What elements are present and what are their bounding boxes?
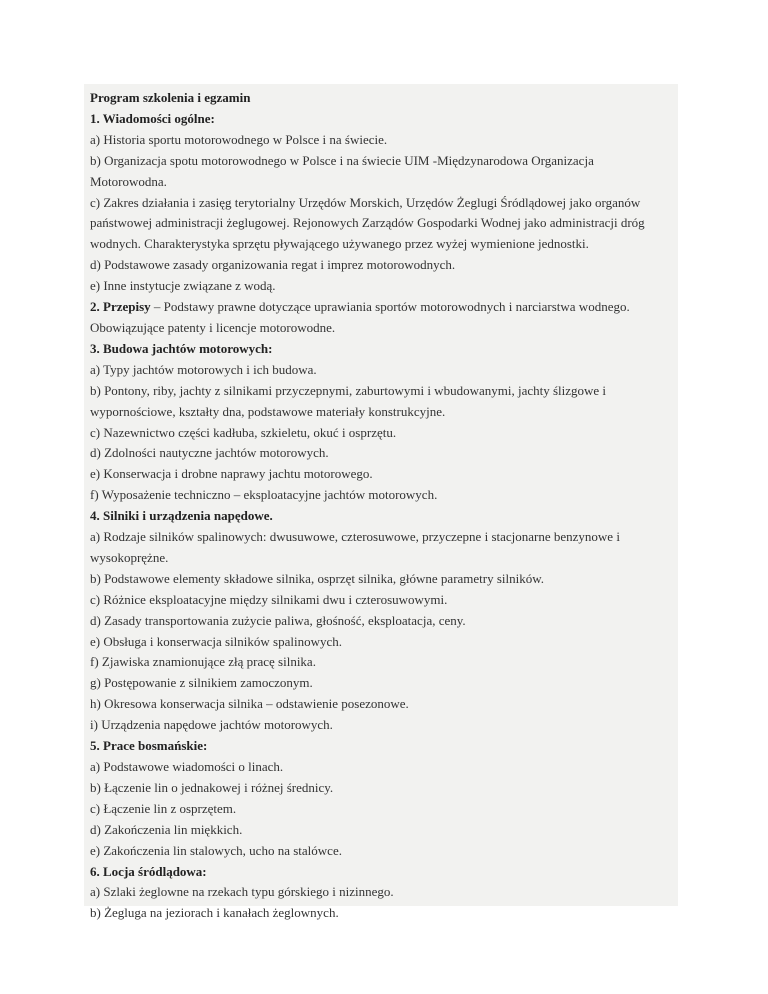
list-item: c) Zakres działania i zasięg terytorialny Urzędów Morskich, Urzędów Żeglugi Śródlądowej jako organów xyxy=(90,194,641,210)
document-content xyxy=(84,84,678,921)
list-item: e) Konserwacja i drobne naprawy jachtu motorowego. xyxy=(90,466,373,482)
list-item: d) Zakończenia lin miękkich. xyxy=(90,821,243,837)
section-paragraph xyxy=(90,297,672,318)
section-heading: 3. Budowa jachtów motorowych: xyxy=(90,340,273,356)
list-item: g) Postępowanie z silnikiem zamoczonym. xyxy=(90,675,313,691)
list-item: e) Obsługa i konserwacja silników spalinowych. xyxy=(90,633,343,649)
list-item: b) Organizacja spotu motorowodnego w Polsce i na świecie UIM -Międzynarodowa Organizacja xyxy=(90,152,594,168)
list-item: wypornościowe, kształty dna, podstawowe materiały konstrukcyjne. xyxy=(90,403,446,419)
list-item: h) Okresowa konserwacja silnika – odstawienie posezonowe. xyxy=(90,696,409,712)
list-item: b) Pontony, riby, jachty z silnikami przyczepnymi, zaburtowymi i wbudowanymi, jachty ślizgowe i xyxy=(90,382,607,398)
list-item: a) Podstawowe wiadomości o linach. xyxy=(90,759,284,774)
list-item: b) Żegluga na jeziorach i kanałach żeglownych. xyxy=(90,905,339,921)
list-item: d) Podstawowe zasady organizowania regat i imprez motorowodnych. xyxy=(90,257,456,273)
list-item: f) Zjawiska znamionujące złą pracę silnika. xyxy=(90,654,316,670)
list-item: wodnych. Charakterystyka sprzętu pływającego używanego przez wyżej wymienione jednostki. xyxy=(90,236,589,252)
list-item: d) Zasady transportowania zużycie paliwa, głośność, eksploatacja, ceny. xyxy=(90,612,466,628)
list-item: c) Nazewnictwo części kadłuba, szkieletu, okuć i osprzętu. xyxy=(90,424,397,440)
list-item: Obowiązujące patenty i licencje motorowodne. xyxy=(90,319,336,335)
section-heading: 6. Locja śródlądowa: xyxy=(90,863,207,879)
list-item: b) Podstawowe elementy składowe silnika, osprzęt silnika, główne parametry silników. xyxy=(90,570,545,586)
list-item: a) Rodzaje silników spalinowych: dwusuwowe, czterosuwowe, przyczepne i stacjonarne benzynowe i xyxy=(90,529,620,545)
paragraph-text: – Podstawy prawne dotyczące uprawiania sportów motorowodnych i narciarstwa wodnego. xyxy=(150,299,630,315)
document-title: Program szkolenia i egzamin xyxy=(90,90,251,105)
list-item: Motorowodna. xyxy=(90,173,167,189)
section-heading: 1. Wiadomości ogólne: xyxy=(90,110,215,126)
list-item: państwowej administracji żeglugowej. Rejonowych Zarządów Gospodarki Wodnej jako administracji dróg xyxy=(90,215,645,231)
list-item: wysokoprężne. xyxy=(90,549,169,565)
list-item: a) Typy jachtów motorowych i ich budowa. xyxy=(90,361,317,377)
list-item: i) Urządzenia napędowe jachtów motorowych. xyxy=(90,717,333,733)
list-item: f) Wyposażenie techniczno – eksploatacyjne jachtów motorowych. xyxy=(90,487,438,503)
section-heading: 5. Prace bosmańskie: xyxy=(90,738,208,754)
section-heading: 4. Silniki i urządzenia napędowe. xyxy=(90,508,273,524)
list-item: e) Inne instytucje związane z wodą. xyxy=(90,278,276,294)
list-item: a) Szlaki żeglowne na rzekach typu górskiego i nizinnego. xyxy=(90,884,394,900)
list-item: c) Różnice eksploatacyjne między silnikami dwu i czterosuwowymi. xyxy=(90,591,448,607)
section-heading-inline: 2. Przepisy xyxy=(90,299,151,315)
list-item: a) Historia sportu motorowodnego w Polsce i na świecie. xyxy=(90,131,388,147)
list-item: d) Zdolności nautyczne jachtów motorowych. xyxy=(90,445,329,461)
list-item: c) Łączenie lin z osprzętem. xyxy=(90,800,237,816)
document-body xyxy=(90,109,672,924)
list-item: b) Łączenie lin o jednakowej i różnej średnicy. xyxy=(90,779,334,795)
list-item: e) Zakończenia lin stalowych, ucho na stalówce. xyxy=(90,842,342,858)
